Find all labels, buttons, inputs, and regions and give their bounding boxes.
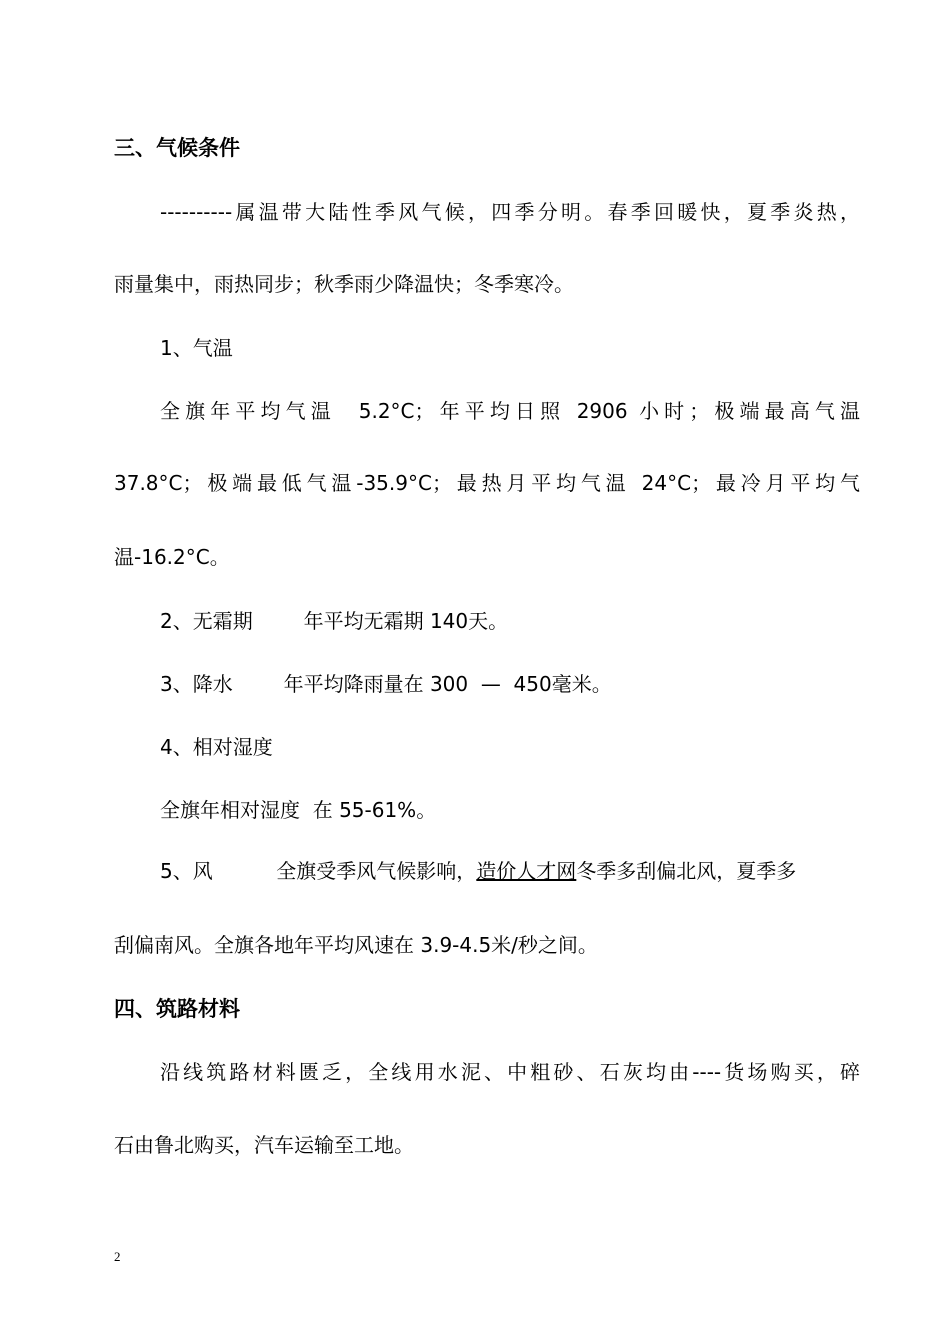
temperature-line-2: 37.8°C；极端最低气温-35.9°C；最热月平均气温 24°C；最冷月平均气 xyxy=(114,471,860,495)
item-precipitation: 3、降水 年平均降雨量在 300 — 450毫米。 xyxy=(160,672,612,696)
page-number: 2 xyxy=(114,1249,121,1264)
section-heading-climate: 三、气候条件 xyxy=(114,136,240,160)
item-humidity-title: 4、相对湿度 xyxy=(160,735,273,759)
climate-intro-line-2: 雨量集中，雨热同步；秋季雨少降温快；冬季寒冷。 xyxy=(114,272,574,296)
temperature-line-1: 全旗年平均气温 5.2°C；年平均日照 2906 小时；极端最高气温 xyxy=(160,399,860,423)
materials-line-2: 石由鲁北购买，汽车运输至工地。 xyxy=(114,1133,414,1157)
humidity-text: 全旗年相对湿度 在 55-61%。 xyxy=(160,798,437,822)
wind-line-1 xyxy=(160,857,796,885)
climate-intro-line-1: ----------属温带大陆性季风气候，四季分明。春季回暖快，夏季炎热， xyxy=(160,200,860,224)
wind-line-1-prefix: 5、风 全旗受季风气候影响， xyxy=(160,859,477,883)
section-heading-materials: 四、筑路材料 xyxy=(114,997,240,1021)
item-temperature-title: 1、气温 xyxy=(160,336,233,360)
wind-line-1-suffix: 冬季多刮偏北风，夏季多 xyxy=(576,859,797,883)
wind-line-2: 刮偏南风。全旗各地年平均风速在 3.9-4.5米/秒之间。 xyxy=(114,933,598,957)
temperature-line-3: 温-16.2°C。 xyxy=(114,545,230,569)
zaojia-rencai-link[interactable]: 造价人才网 xyxy=(476,859,577,883)
item-frost-free: 2、无霜期 年平均无霜期 140天。 xyxy=(160,609,509,633)
materials-line-1: 沿线筑路材料匮乏，全线用水泥、中粗砂、石灰均由----货场购买，碎 xyxy=(160,1060,860,1084)
